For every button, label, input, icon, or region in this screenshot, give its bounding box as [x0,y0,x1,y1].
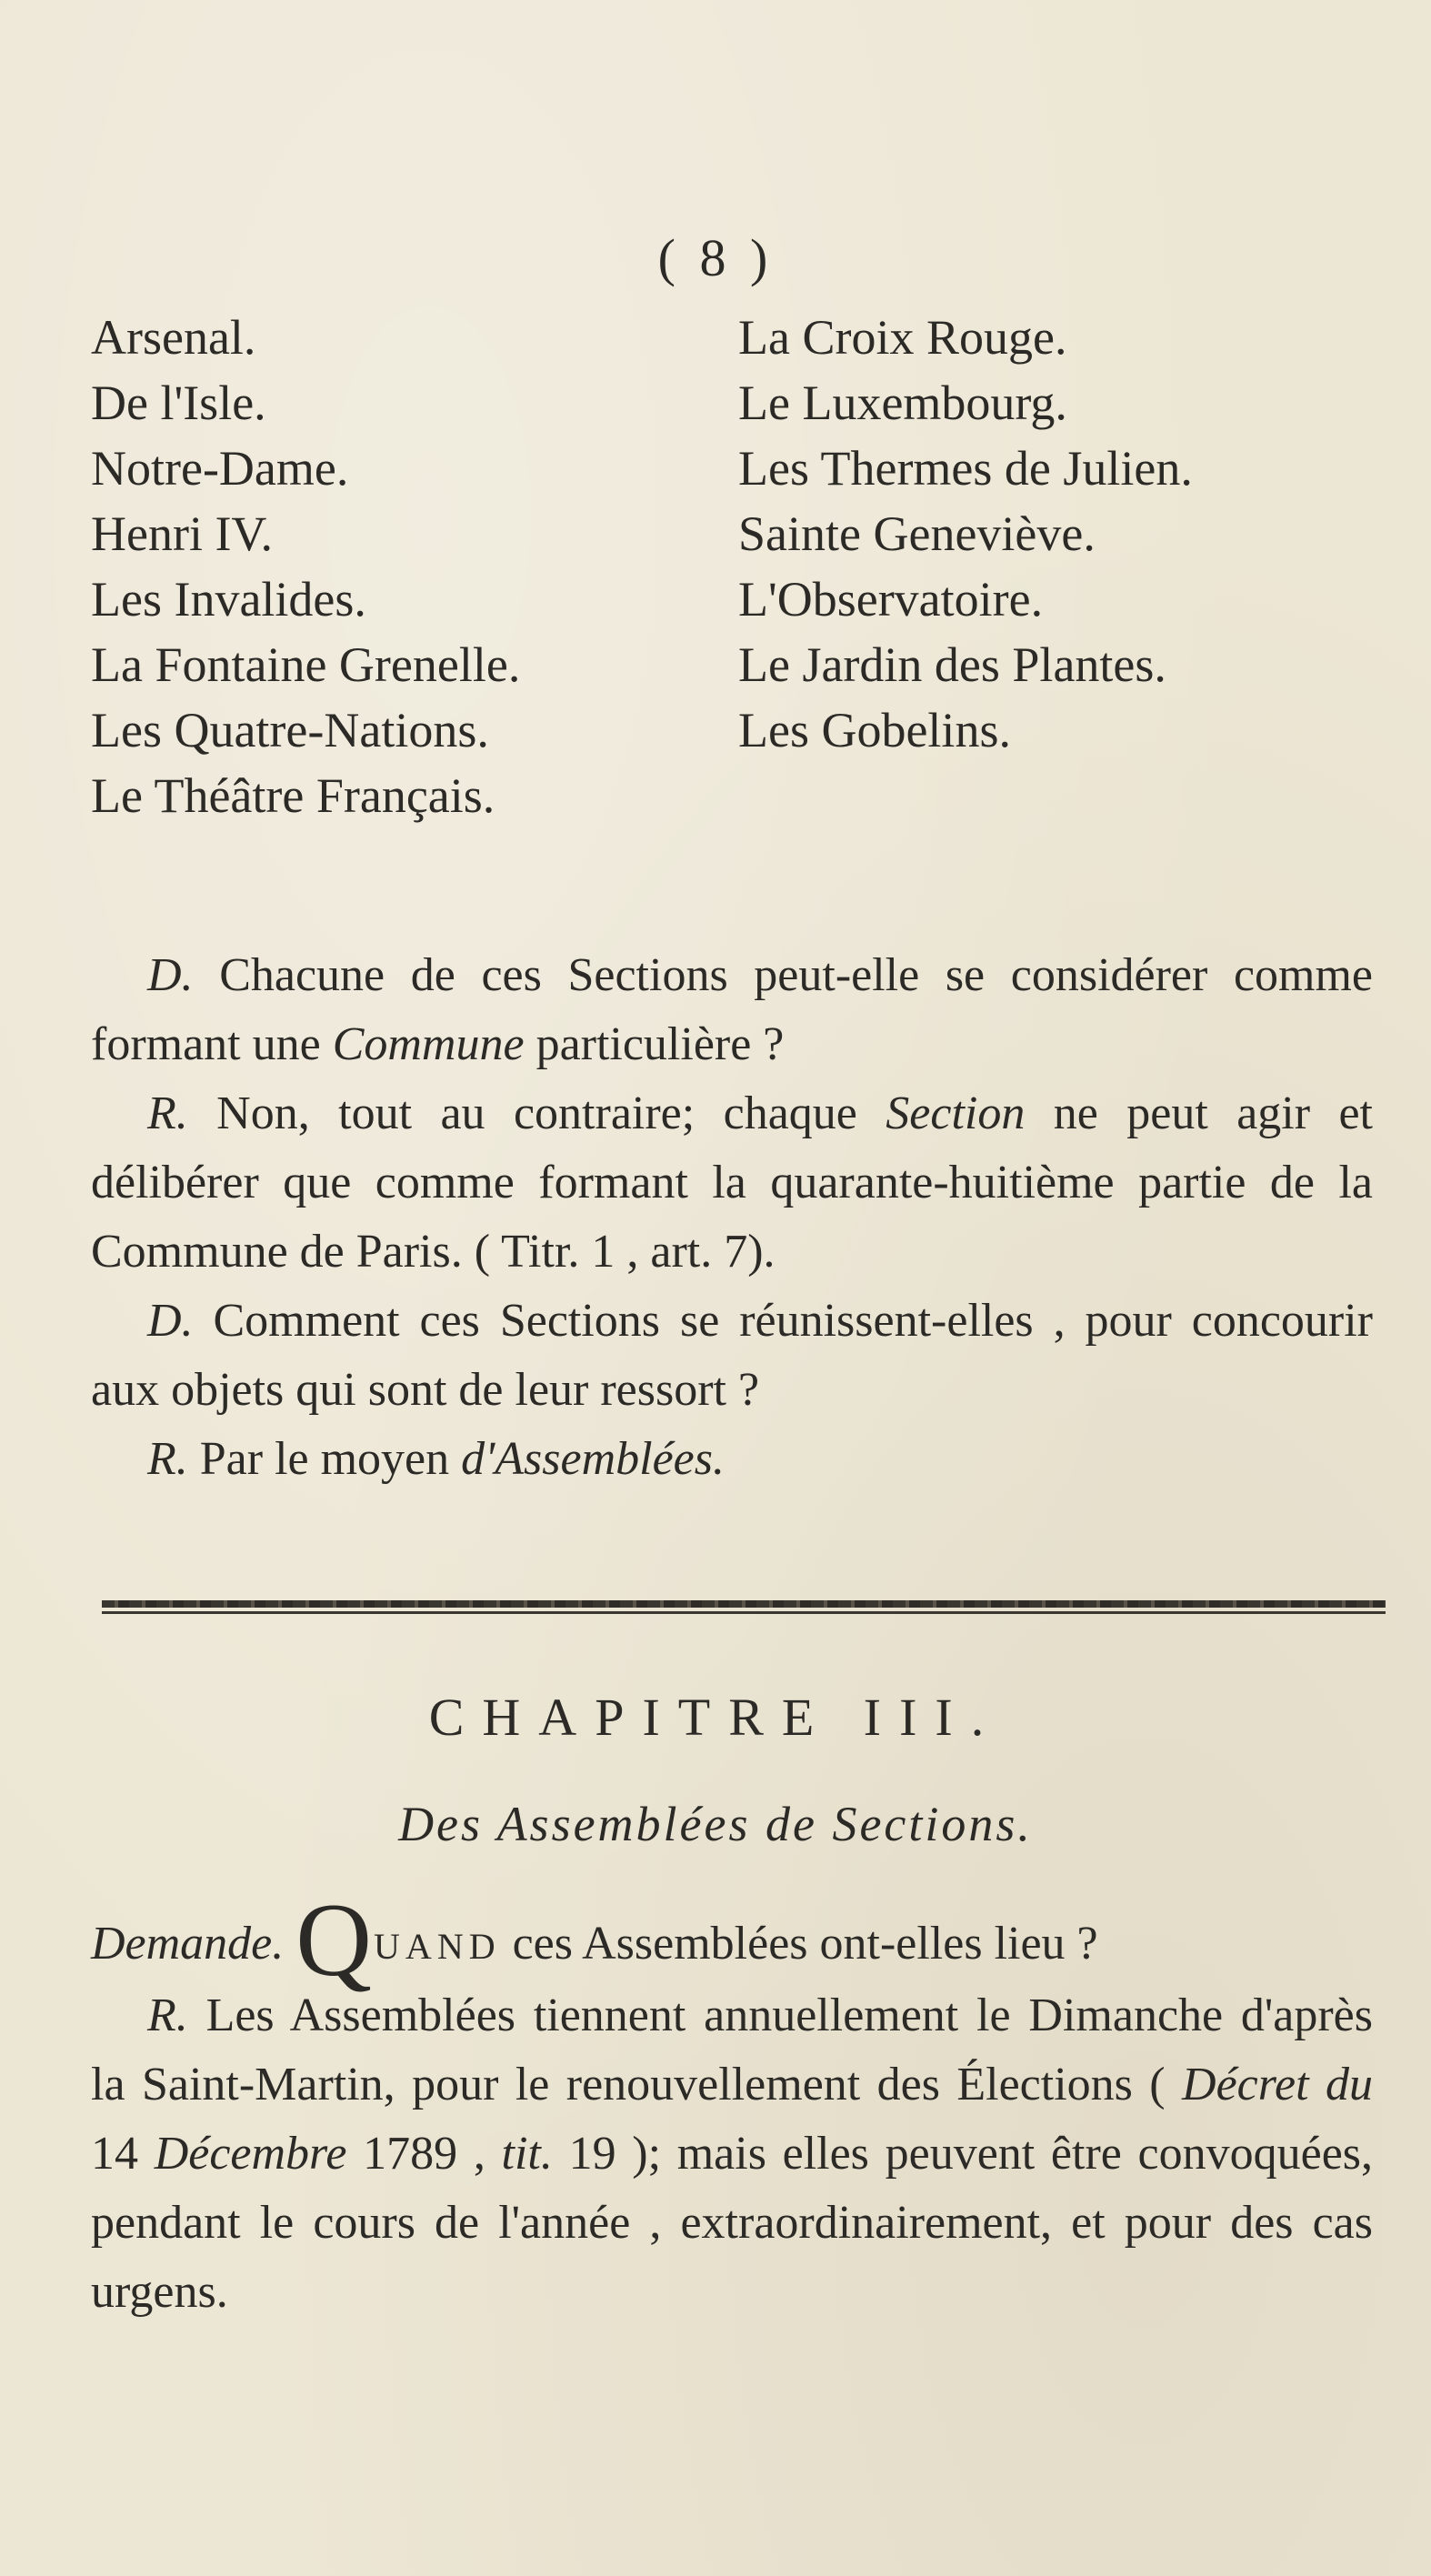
answer-label: R. [147,1990,188,2041]
answer-paragraph: R. Non, tout au contraire; chaque Section ne peut agir et délibérer que comme formant la quarante-huitième partie de la Commune de Paris. ( Titr. 1 , art. 7). [91,1088,1374,1278]
question-label: D. [147,949,194,1001]
sections-list-right [738,305,1193,763]
question-answer-block [91,1882,1374,2327]
answer-label: R. [147,1433,188,1485]
answer-paragraph: R. Les Assemblées tiennent annuellement le Dimanche d'après la Saint-Martin, pour le renouvellement des Élections ( Décret du 14 Décembre 1789 , tit. 19 ); mais elles peuvent être convoquées, pendant le cours de l'année , extraordinairement, et pour des cas urgens. [91,1990,1374,2318]
question-paragraph: D. Comment ces Sections se réunissent-elles , pour concourir aux objets qui sont de leur ressort ? [91,1295,1373,1416]
answer-label: R. [147,1088,188,1139]
section-name: La Croix Rouge. [738,310,1067,365]
page-number: ( 8 ) [657,228,774,287]
section-name: Henri IV. [91,506,273,561]
ornamental-rule [102,1600,1386,1617]
section-name: L'Observatoire. [738,572,1044,626]
sections-list-left [91,305,520,828]
question-answer-block [91,941,1373,1494]
section-name: Les Thermes de Julien. [738,441,1193,496]
question-label: D. [147,1295,194,1347]
section-name: La Fontaine Grenelle. [91,637,521,692]
question-paragraph: D. Chacune de ces Sections peut-elle se considérer comme formant une Commune particulière ? [91,949,1373,1070]
drop-cap: Q [295,1882,373,1999]
section-name: De l'Isle. [91,376,266,430]
section-name: Les Invalides. [91,572,366,626]
section-name: Le Luxembourg. [738,376,1067,430]
section-name: Notre-Dame. [91,441,349,496]
section-name: Arsenal. [91,310,256,365]
question-paragraph: Demande. QUAND ces Assemblées ont-elles lieu ? [91,1882,1098,1999]
section-name: Le Jardin des Plantes. [738,637,1166,692]
section-name: Le Théâtre Français. [91,768,495,823]
chapter-subtitle: Des Assemblées de Sections. [398,1797,1033,1851]
section-name: Sainte Geneviève. [738,506,1096,561]
question-label: Demande. [91,1918,285,1970]
chapter-title: CHAPITRE III. [428,1688,1003,1747]
section-name: Les Gobelins. [738,703,1011,757]
section-name: Les Quatre-Nations. [91,703,489,757]
answer-paragraph: R. Par le moyen d'Assemblées. [147,1433,725,1485]
